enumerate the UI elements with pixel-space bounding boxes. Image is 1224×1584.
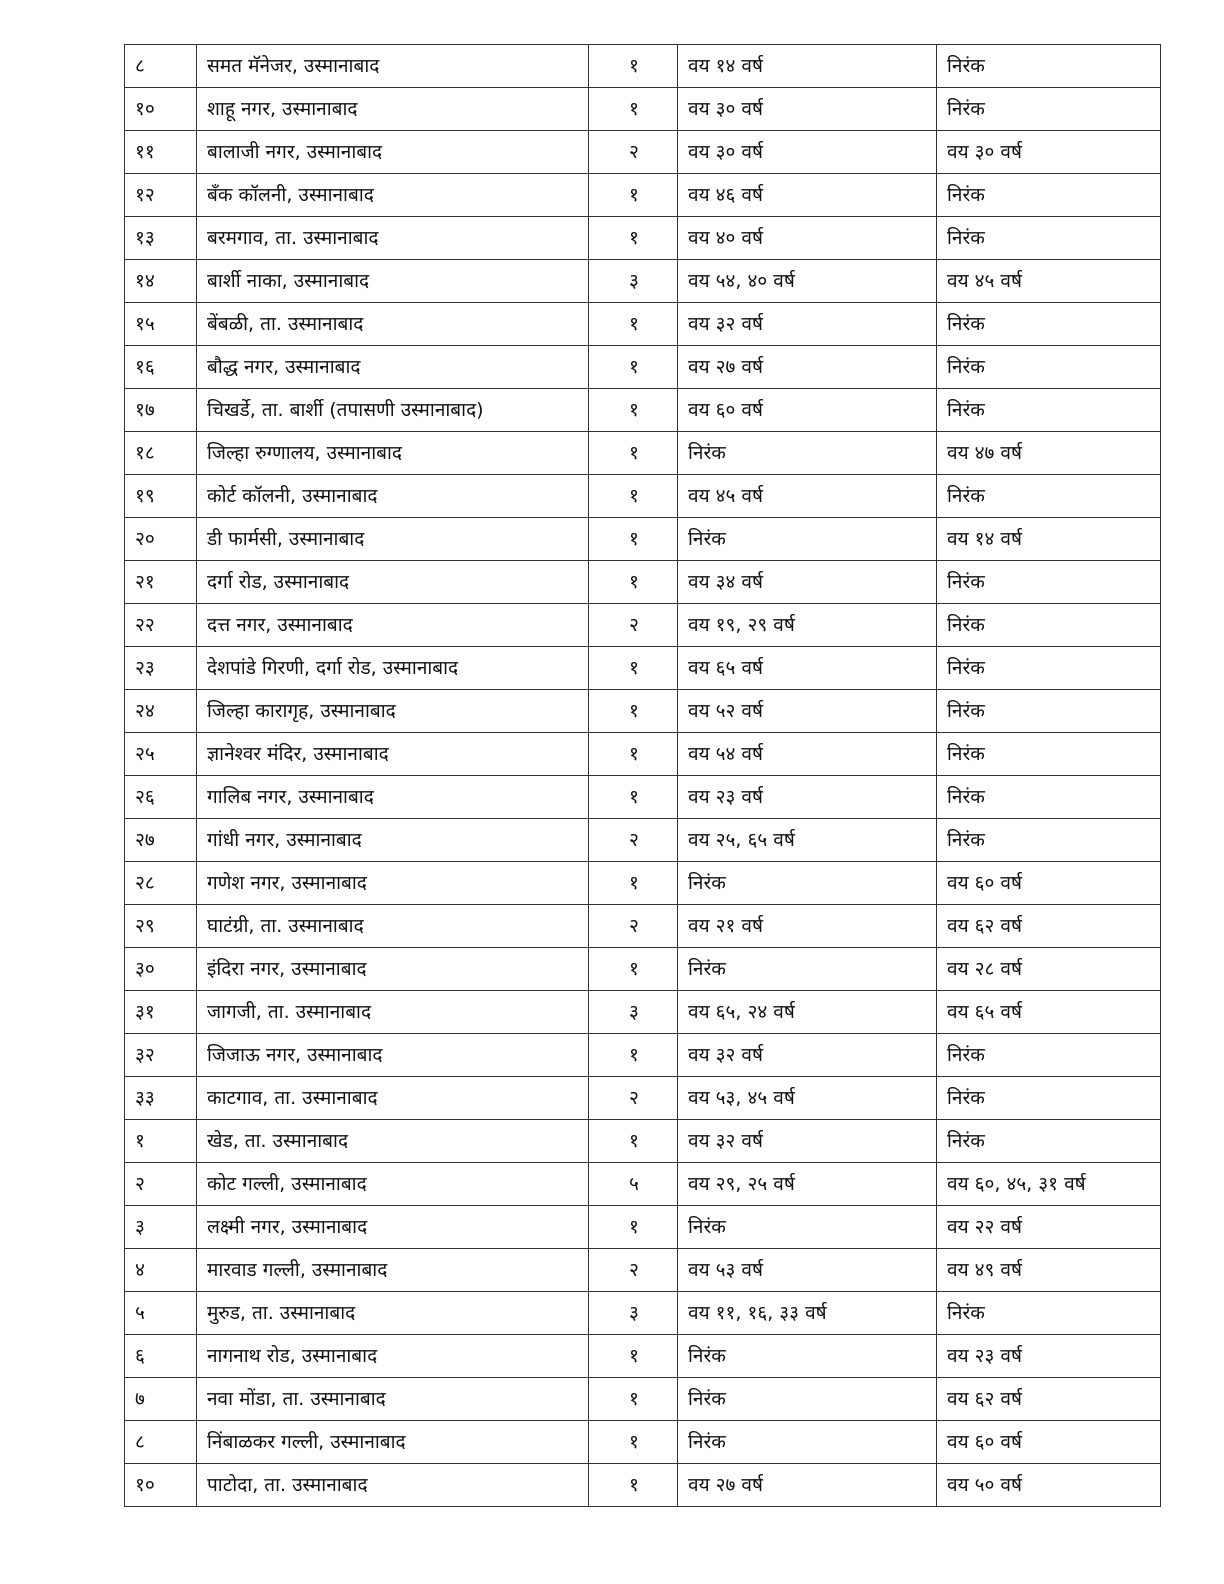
serial-number-cell: ७ (125, 1378, 197, 1421)
location-cell: निंबाळकर गल्ली, उस्मानाबाद (197, 1421, 589, 1464)
age-group-a-cell: वय २३ वर्ष (678, 776, 937, 819)
serial-number-cell: १० (125, 88, 197, 131)
age-group-a-cell: वय ३२ वर्ष (678, 1034, 937, 1077)
table-row (125, 1120, 1161, 1163)
location-cell: कोट गल्ली, उस्मानाबाद (197, 1163, 589, 1206)
age-group-b-cell: निरंक (937, 88, 1161, 131)
count-cell: १ (589, 1120, 678, 1163)
age-group-b-cell: निरंक (937, 475, 1161, 518)
age-group-a-cell: वय २७ वर्ष (678, 1464, 937, 1507)
age-group-a-cell: वय १९, २९ वर्ष (678, 604, 937, 647)
location-cell: नागनाथ रोड, उस्मानाबाद (197, 1335, 589, 1378)
location-cell: घाटंग्री, ता. उस्मानाबाद (197, 905, 589, 948)
table-row (125, 389, 1161, 432)
serial-number-cell: ३३ (125, 1077, 197, 1120)
location-cell: मुरुड, ता. उस्मानाबाद (197, 1292, 589, 1335)
age-group-b-cell: निरंक (937, 346, 1161, 389)
age-group-a-cell: वय ५३, ४५ वर्ष (678, 1077, 937, 1120)
table-row (125, 1292, 1161, 1335)
serial-number-cell: १२ (125, 174, 197, 217)
count-cell: १ (589, 948, 678, 991)
location-cell: लक्ष्मी नगर, उस्मानाबाद (197, 1206, 589, 1249)
serial-number-cell: १५ (125, 303, 197, 346)
location-cell: ज्ञानेश्वर मंदिर, उस्मानाबाद (197, 733, 589, 776)
location-cell: काटगाव, ता. उस्मानाबाद (197, 1077, 589, 1120)
age-group-b-cell: वय ५० वर्ष (937, 1464, 1161, 1507)
age-group-b-cell: वय ३० वर्ष (937, 131, 1161, 174)
count-cell: १ (589, 862, 678, 905)
serial-number-cell: २७ (125, 819, 197, 862)
location-cell: देशपांडे गिरणी, दर्गा रोड, उस्मानाबाद (197, 647, 589, 690)
count-cell: २ (589, 905, 678, 948)
serial-number-cell: २ (125, 1163, 197, 1206)
count-cell: १ (589, 1464, 678, 1507)
age-group-a-cell: निरंक (678, 1206, 937, 1249)
age-group-b-cell: निरंक (937, 1120, 1161, 1163)
age-group-a-cell: वय ६० वर्ष (678, 389, 937, 432)
table-row (125, 1077, 1161, 1120)
count-cell: १ (589, 432, 678, 475)
age-group-a-cell: वय ५४ वर्ष (678, 733, 937, 776)
serial-number-cell: २२ (125, 604, 197, 647)
age-group-a-cell: वय २५, ६५ वर्ष (678, 819, 937, 862)
count-cell: १ (589, 518, 678, 561)
serial-number-cell: १७ (125, 389, 197, 432)
age-group-a-cell: निरंक (678, 1378, 937, 1421)
count-cell: १ (589, 1378, 678, 1421)
location-cell: जिल्हा रुग्णालय, उस्मानाबाद (197, 432, 589, 475)
age-group-b-cell: वय ६५ वर्ष (937, 991, 1161, 1034)
age-group-a-cell: वय २७ वर्ष (678, 346, 937, 389)
age-group-b-cell: वय २८ वर्ष (937, 948, 1161, 991)
age-group-b-cell: निरंक (937, 604, 1161, 647)
table-row (125, 45, 1161, 88)
age-group-a-cell: वय ३० वर्ष (678, 88, 937, 131)
serial-number-cell: २८ (125, 862, 197, 905)
table-row (125, 905, 1161, 948)
age-group-b-cell: वय २३ वर्ष (937, 1335, 1161, 1378)
serial-number-cell: १ (125, 1120, 197, 1163)
table-row (125, 1206, 1161, 1249)
serial-number-cell: १४ (125, 260, 197, 303)
table-row (125, 131, 1161, 174)
age-group-b-cell: निरंक (937, 174, 1161, 217)
location-cell: गणेश नगर, उस्मानाबाद (197, 862, 589, 905)
table-body (125, 45, 1161, 1507)
age-group-b-cell: निरंक (937, 217, 1161, 260)
age-group-b-cell: वय २२ वर्ष (937, 1206, 1161, 1249)
count-cell: १ (589, 1206, 678, 1249)
table-row (125, 647, 1161, 690)
age-group-b-cell: वय १४ वर्ष (937, 518, 1161, 561)
age-group-b-cell: वय ४५ वर्ष (937, 260, 1161, 303)
age-group-b-cell: निरंक (937, 1034, 1161, 1077)
location-cell: बार्शी नाका, उस्मानाबाद (197, 260, 589, 303)
count-cell: १ (589, 88, 678, 131)
age-group-a-cell: वय ३२ वर्ष (678, 303, 937, 346)
age-group-a-cell: निरंक (678, 432, 937, 475)
count-cell: ३ (589, 1292, 678, 1335)
count-cell: १ (589, 389, 678, 432)
serial-number-cell: १९ (125, 475, 197, 518)
age-group-a-cell: वय ४६ वर्ष (678, 174, 937, 217)
table-row (125, 1249, 1161, 1292)
age-group-a-cell: निरंक (678, 518, 937, 561)
serial-number-cell: ३१ (125, 991, 197, 1034)
location-cell: जागजी, ता. उस्मानाबाद (197, 991, 589, 1034)
age-group-a-cell: वय ४५ वर्ष (678, 475, 937, 518)
age-group-b-cell: निरंक (937, 690, 1161, 733)
table-row (125, 948, 1161, 991)
age-group-b-cell: निरंक (937, 389, 1161, 432)
serial-number-cell: २१ (125, 561, 197, 604)
table-row (125, 432, 1161, 475)
table-row (125, 776, 1161, 819)
count-cell: ३ (589, 260, 678, 303)
count-cell: २ (589, 819, 678, 862)
count-cell: १ (589, 1034, 678, 1077)
count-cell: १ (589, 174, 678, 217)
age-group-a-cell: वय ३४ वर्ष (678, 561, 937, 604)
age-group-b-cell: निरंक (937, 1292, 1161, 1335)
count-cell: १ (589, 647, 678, 690)
age-group-a-cell: निरंक (678, 948, 937, 991)
location-cell: गांधी नगर, उस्मानाबाद (197, 819, 589, 862)
count-cell: ३ (589, 991, 678, 1034)
table-row (125, 733, 1161, 776)
age-group-b-cell: निरंक (937, 561, 1161, 604)
location-cell: नवा मोंडा, ता. उस्मानाबाद (197, 1378, 589, 1421)
table-row (125, 518, 1161, 561)
location-cell: इंदिरा नगर, उस्मानाबाद (197, 948, 589, 991)
table-row (125, 1335, 1161, 1378)
count-cell: १ (589, 346, 678, 389)
table-row (125, 88, 1161, 131)
location-cell: खेड, ता. उस्मानाबाद (197, 1120, 589, 1163)
age-group-b-cell: वय ६२ वर्ष (937, 905, 1161, 948)
table-row (125, 174, 1161, 217)
serial-number-cell: २३ (125, 647, 197, 690)
table-row (125, 862, 1161, 905)
serial-number-cell: ३० (125, 948, 197, 991)
table-row (125, 346, 1161, 389)
count-cell: १ (589, 217, 678, 260)
location-cell: चिखर्डे, ता. बार्शी (तपासणी उस्मानाबाद) (197, 389, 589, 432)
age-group-a-cell: वय ११, १६, ३३ वर्ष (678, 1292, 937, 1335)
age-group-b-cell: वय ६२ वर्ष (937, 1378, 1161, 1421)
table-row (125, 475, 1161, 518)
age-group-b-cell: वय ४९ वर्ष (937, 1249, 1161, 1292)
location-cell: पाटोदा, ता. उस्मानाबाद (197, 1464, 589, 1507)
count-cell: २ (589, 131, 678, 174)
count-cell: १ (589, 561, 678, 604)
table-row (125, 604, 1161, 647)
location-cell: बौद्ध नगर, उस्मानाबाद (197, 346, 589, 389)
serial-number-cell: २४ (125, 690, 197, 733)
age-group-a-cell: वय ५३ वर्ष (678, 1249, 937, 1292)
age-group-b-cell: वय ६० वर्ष (937, 1421, 1161, 1464)
table-row (125, 991, 1161, 1034)
table-row (125, 1378, 1161, 1421)
serial-number-cell: २६ (125, 776, 197, 819)
serial-number-cell: २९ (125, 905, 197, 948)
count-cell: १ (589, 776, 678, 819)
count-cell: १ (589, 45, 678, 88)
age-group-a-cell: वय ६५, २४ वर्ष (678, 991, 937, 1034)
location-cell: कोर्ट कॉलनी, उस्मानाबाद (197, 475, 589, 518)
age-group-a-cell: वय ४० वर्ष (678, 217, 937, 260)
serial-number-cell: ३२ (125, 1034, 197, 1077)
age-group-a-cell: वय ५२ वर्ष (678, 690, 937, 733)
age-group-b-cell: निरंक (937, 647, 1161, 690)
serial-number-cell: ४ (125, 1249, 197, 1292)
table-row (125, 1034, 1161, 1077)
table-row (125, 1421, 1161, 1464)
age-group-a-cell: वय १४ वर्ष (678, 45, 937, 88)
age-group-b-cell: निरंक (937, 776, 1161, 819)
serial-number-cell: ८ (125, 45, 197, 88)
age-group-b-cell: वय ४७ वर्ष (937, 432, 1161, 475)
count-cell: २ (589, 604, 678, 647)
age-group-a-cell: वय ३० वर्ष (678, 131, 937, 174)
serial-number-cell: २५ (125, 733, 197, 776)
age-group-b-cell: निरंक (937, 303, 1161, 346)
table-row (125, 260, 1161, 303)
age-group-a-cell: निरंक (678, 862, 937, 905)
table-row (125, 217, 1161, 260)
age-group-a-cell: निरंक (678, 1421, 937, 1464)
age-group-a-cell: वय ३२ वर्ष (678, 1120, 937, 1163)
location-cell: डी फार्मसी, उस्मानाबाद (197, 518, 589, 561)
table-row (125, 561, 1161, 604)
serial-number-cell: १३ (125, 217, 197, 260)
table-row (125, 1163, 1161, 1206)
count-cell: १ (589, 303, 678, 346)
count-cell: २ (589, 1249, 678, 1292)
serial-number-cell: ३ (125, 1206, 197, 1249)
serial-number-cell: १६ (125, 346, 197, 389)
age-group-a-cell: निरंक (678, 1335, 937, 1378)
location-cell: दर्गा रोड, उस्मानाबाद (197, 561, 589, 604)
location-cell: समत मॅनेजर, उस्मानाबाद (197, 45, 589, 88)
patient-table (124, 44, 1161, 1507)
serial-number-cell: ६ (125, 1335, 197, 1378)
serial-number-cell: ११ (125, 131, 197, 174)
age-group-b-cell: निरंक (937, 733, 1161, 776)
age-group-a-cell: वय २१ वर्ष (678, 905, 937, 948)
location-cell: बरमगाव, ता. उस्मानाबाद (197, 217, 589, 260)
location-cell: शाहू नगर, उस्मानाबाद (197, 88, 589, 131)
age-group-b-cell: वय ६०, ४५, ३१ वर्ष (937, 1163, 1161, 1206)
table-row (125, 690, 1161, 733)
age-group-b-cell: निरंक (937, 819, 1161, 862)
location-cell: मारवाड गल्ली, उस्मानाबाद (197, 1249, 589, 1292)
count-cell: १ (589, 1335, 678, 1378)
age-group-b-cell: वय ६० वर्ष (937, 862, 1161, 905)
count-cell: १ (589, 690, 678, 733)
count-cell: १ (589, 1421, 678, 1464)
serial-number-cell: ५ (125, 1292, 197, 1335)
age-group-b-cell: निरंक (937, 1077, 1161, 1120)
age-group-a-cell: वय ६५ वर्ष (678, 647, 937, 690)
table-row (125, 303, 1161, 346)
location-cell: बँक कॉलनी, उस्मानाबाद (197, 174, 589, 217)
count-cell: १ (589, 733, 678, 776)
location-cell: बेंबळी, ता. उस्मानाबाद (197, 303, 589, 346)
count-cell: ५ (589, 1163, 678, 1206)
location-cell: जिजाऊ नगर, उस्मानाबाद (197, 1034, 589, 1077)
count-cell: २ (589, 1077, 678, 1120)
serial-number-cell: ८ (125, 1421, 197, 1464)
location-cell: बालाजी नगर, उस्मानाबाद (197, 131, 589, 174)
age-group-a-cell: वय २९, २५ वर्ष (678, 1163, 937, 1206)
location-cell: जिल्हा कारागृह, उस्मानाबाद (197, 690, 589, 733)
table-row (125, 1464, 1161, 1507)
serial-number-cell: १८ (125, 432, 197, 475)
count-cell: १ (589, 475, 678, 518)
table-row (125, 819, 1161, 862)
location-cell: दत्त नगर, उस्मानाबाद (197, 604, 589, 647)
age-group-a-cell: वय ५४, ४० वर्ष (678, 260, 937, 303)
serial-number-cell: १० (125, 1464, 197, 1507)
age-group-b-cell: निरंक (937, 45, 1161, 88)
location-cell: गालिब नगर, उस्मानाबाद (197, 776, 589, 819)
serial-number-cell: २० (125, 518, 197, 561)
